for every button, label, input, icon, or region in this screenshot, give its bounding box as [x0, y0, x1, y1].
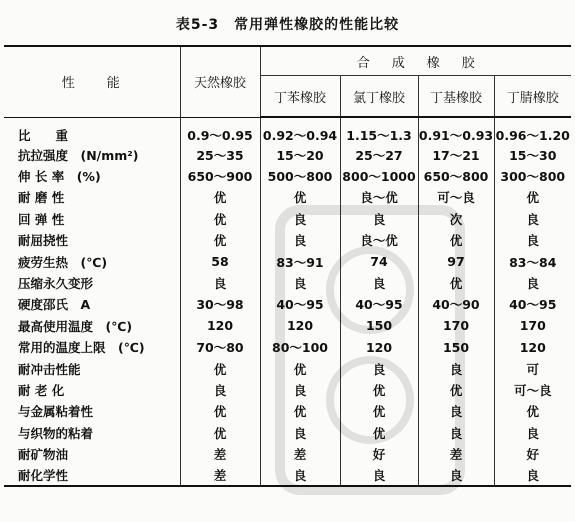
table-cell: 74	[340, 251, 418, 272]
table-row	[4, 443, 571, 464]
table-cell: 80～100	[260, 337, 340, 358]
column-header-sbr: 丁苯橡胶	[260, 76, 340, 117]
table-cell: 1.15～1.3	[340, 118, 418, 145]
table-cell: 40～95	[494, 294, 571, 315]
table-row	[4, 315, 571, 336]
table-cell: 良～优	[340, 230, 418, 251]
table-cell: 良～优	[340, 187, 418, 208]
table-row	[4, 144, 571, 165]
row-property-label: 疲劳生热 (℃)	[18, 254, 108, 270]
table-cell: 优	[418, 230, 494, 251]
table-cell: 优	[180, 422, 260, 443]
table-cell: 良	[418, 422, 494, 443]
table-cell: 良	[180, 379, 260, 400]
table-cell: 良	[260, 230, 340, 251]
table-cell: 良	[180, 272, 260, 293]
table-cell: 优	[260, 358, 340, 379]
table-cell: 40～95	[260, 294, 340, 315]
table-row	[4, 422, 571, 443]
row-property-label: 耐化学性	[4, 465, 180, 486]
column-header-iir: 丁基橡胶	[418, 76, 494, 117]
table-cell: 良	[494, 230, 571, 251]
table-cell: 58	[180, 251, 260, 272]
table-cell: 优	[180, 401, 260, 422]
row-property-label: 比 重	[18, 128, 69, 143]
table-cell: 25～27	[340, 144, 418, 165]
table-cell: 优	[260, 187, 340, 208]
table-row	[4, 208, 571, 229]
table-cell: 良	[340, 465, 418, 486]
table-body	[4, 118, 571, 487]
table-cell: 优	[340, 379, 418, 400]
table-cell: 可～良	[418, 187, 494, 208]
row-property-label: 伸 长 率 (%)	[18, 169, 101, 185]
table-cell: 优	[180, 358, 260, 379]
table-cell: 良	[340, 358, 418, 379]
table-cell: 可	[494, 358, 571, 379]
table-cell: 好	[340, 443, 418, 464]
table-cell: 150	[340, 315, 418, 336]
table-cell: 170	[494, 315, 571, 336]
table-cell: 500～800	[260, 165, 340, 186]
table-cell: 0.91～0.93	[418, 118, 494, 145]
table-row	[4, 401, 571, 422]
table-row	[4, 165, 571, 186]
table-row	[4, 379, 571, 400]
table-cell: 0.96～1.20	[494, 118, 571, 145]
table-cell: 120	[340, 337, 418, 358]
row-property-label: 与金属粘着性	[18, 404, 94, 420]
table-row	[4, 465, 571, 486]
row-property-label: 压缩永久变形	[18, 276, 94, 292]
table-cell: 25～35	[180, 144, 260, 165]
row-property-label: 常用的温度上限 (℃)	[18, 340, 145, 356]
row-property-label: 耐矿物油	[18, 447, 69, 463]
row-property-label: 与织物的粘着	[18, 425, 94, 441]
table-cell: 0.92～0.94	[260, 118, 340, 145]
row-property-label: 最高使用温度 (℃)	[18, 318, 133, 334]
table-cell: 15～20	[260, 144, 340, 165]
table-cell: 良	[494, 272, 571, 293]
table-cell: 150	[418, 337, 494, 358]
table-cell: 30～98	[180, 294, 260, 315]
table-cell: 40～90	[418, 294, 494, 315]
table-cell: 优	[180, 208, 260, 229]
row-property-label: 耐屈挠性	[18, 233, 69, 249]
table-cell: 650～800	[418, 165, 494, 186]
table-cell: 良	[260, 208, 340, 229]
table-cell: 83～84	[494, 251, 571, 272]
table-row	[4, 230, 571, 251]
table-cell: 优	[180, 230, 260, 251]
table-cell: 良	[260, 379, 340, 400]
table-row	[4, 118, 571, 145]
table-cell: 次	[418, 208, 494, 229]
table-cell: 良	[260, 465, 340, 486]
table-cell: 良	[418, 465, 494, 486]
table-cell: 70～80	[180, 337, 260, 358]
table-cell: 优	[494, 187, 571, 208]
table-cell: 良	[494, 465, 571, 486]
table-cell: 优	[418, 272, 494, 293]
table-cell: 可～良	[494, 379, 571, 400]
table-cell: 差	[180, 465, 260, 486]
table-cell: 良	[494, 422, 571, 443]
table-title: 表5-3 常用弹性橡胶的性能比较	[175, 17, 400, 33]
table-cell: 15～30	[494, 144, 571, 165]
table-cell: 优	[180, 187, 260, 208]
table-cell: 170	[418, 315, 494, 336]
table-row	[4, 337, 571, 358]
table-cell: 好	[494, 443, 571, 464]
table-cell: 优	[340, 422, 418, 443]
table-row	[4, 358, 571, 379]
table-cell: 良	[418, 401, 494, 422]
table-cell: 120	[180, 315, 260, 336]
table-cell: 120	[494, 337, 571, 358]
table-cell: 良	[418, 358, 494, 379]
rubber-comparison-table	[4, 45, 571, 487]
table-cell: 97	[418, 251, 494, 272]
column-header-natural-rubber: 天然橡胶	[180, 46, 260, 117]
table-cell: 良	[340, 208, 418, 229]
table-cell: 120	[260, 315, 340, 336]
table-row	[4, 294, 571, 315]
table-cell: 83～91	[260, 251, 340, 272]
table-cell: 良	[260, 272, 340, 293]
row-property-label: 耐 磨 性	[18, 190, 65, 206]
table-cell: 0.9～0.95	[180, 118, 260, 145]
row-property-label: 抗拉强度 (N/mm²)	[18, 147, 139, 163]
table-cell: 差	[260, 443, 340, 464]
table-cell: 差	[180, 443, 260, 464]
table-cell: 17～21	[418, 144, 494, 165]
row-property-label: 硬度邵氏 A	[18, 297, 91, 313]
row-property-label: 耐冲击性能	[18, 361, 81, 377]
table-cell: 300～800	[494, 165, 571, 186]
table-cell: 优	[260, 401, 340, 422]
table-row	[4, 272, 571, 293]
row-property-label: 回 弹 性	[18, 211, 65, 227]
table-cell: 优	[418, 379, 494, 400]
table-cell: 良	[340, 272, 418, 293]
table-cell: 良	[494, 208, 571, 229]
row-property-label: 耐 老 化	[18, 382, 65, 398]
column-header-cr: 氯丁橡胶	[340, 76, 418, 117]
table-cell: 650～900	[180, 165, 260, 186]
table-row	[4, 251, 571, 272]
column-header-nbr: 丁腈橡胶	[494, 76, 571, 117]
table-row	[4, 187, 571, 208]
table-cell: 40～95	[340, 294, 418, 315]
table-cell: 良	[260, 422, 340, 443]
table-cell: 优	[494, 401, 571, 422]
column-group-synthetic-rubber: 合成橡胶	[260, 46, 571, 76]
table-cell: 800～1000	[340, 165, 418, 186]
table-cell: 优	[340, 401, 418, 422]
table-cell: 差	[418, 443, 494, 464]
column-header-property: 性 能	[61, 76, 122, 92]
